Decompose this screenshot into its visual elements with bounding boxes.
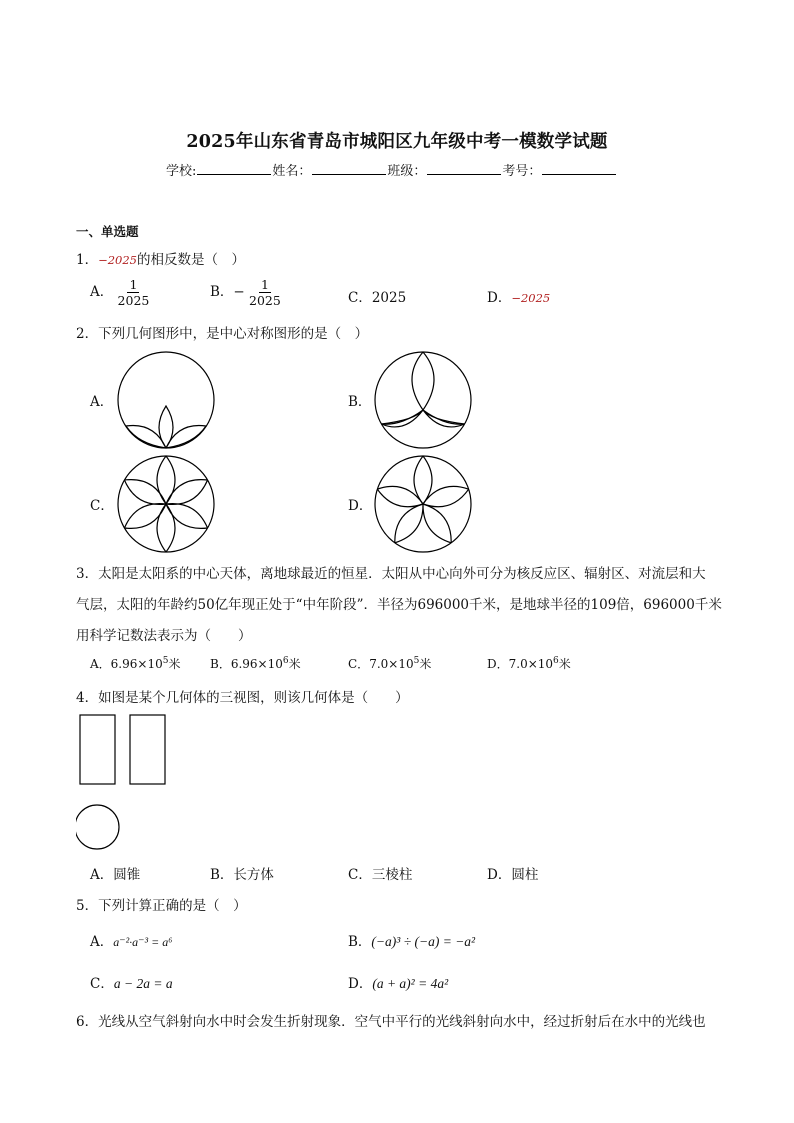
q4-option-c: C．三棱柱 [348,867,413,883]
option-base: 7.0×10 [508,657,554,671]
q3-option-c [348,655,431,672]
option-expression: (−a)³ ÷ (−a) = −a² [371,934,476,949]
exam-no-field[interactable] [542,161,616,175]
option-label: D． [487,657,509,671]
q4-option-a: A．圆锥 [90,867,141,883]
q5-option-b [348,930,475,950]
option-base: 6.96×10 [230,657,283,671]
option-exponent: 6 [282,656,289,666]
side-view-rect [130,715,165,784]
q5-stem: 5．下列计算正确的是（ ） [76,898,247,914]
exam-title: 2025年山东省青岛市城阳区九年级中考一模数学试题 [186,132,608,152]
numerator: 1 [260,277,269,292]
q5-option-d [348,972,448,992]
option-label: B． [210,284,234,300]
fraction [118,277,150,308]
figure-c-six-petals [114,452,218,556]
q3-line-3: 用科学记数法表示为（ ） [76,628,252,644]
exam-no-label: 考号： [502,164,542,179]
fraction [249,277,281,308]
option-label: A． [90,284,114,300]
q3-option-a [90,655,180,672]
three-view-drawing [76,712,168,850]
q4-option-d: D．圆柱 [487,867,539,883]
option-label: B． [348,934,372,950]
front-view-rect [80,715,115,784]
info-line [166,160,617,179]
q2-label-b: B． [348,394,372,410]
class-label: 班级： [387,164,427,179]
option-unit: 米 [558,657,571,671]
option-expression: a − 2a = a [113,976,173,991]
option-text: 2025 [371,290,407,306]
school-label: 学校: [166,164,197,179]
q1-option-a [90,277,149,308]
section-title: 一、单选题 [76,224,139,239]
option-label: D． [487,290,512,306]
q1-number: 1． [76,252,99,268]
option-label: C． [348,657,370,671]
q3-option-d [487,655,571,672]
option-base: 7.0×10 [369,657,414,671]
option-label: A． [90,934,114,950]
option-base: 6.96×10 [110,657,163,671]
q1-option-d [487,286,550,306]
q4-stem: 4．如图是某个几何体的三视图，则该几何体是（ ） [76,690,409,706]
option-label: D． [348,976,373,992]
denominator: 2025 [249,293,281,308]
q4-option-b: B．长方体 [210,867,274,883]
minus-sign: − [233,284,245,300]
option-expression: (a + a)² = 4a² [372,976,449,991]
q3-option-b [210,655,301,672]
q6-line-1: 6．光线从空气斜射向水中时会发生折射现象．空气中平行的光线斜射向水中，经过折射后在水中的光线也 [76,1014,706,1030]
option-exponent: 5 [162,656,169,666]
option-unit: 米 [419,657,432,671]
figure-b-trefoil [371,348,475,452]
q1-value: −2025 [98,253,137,267]
option-text: −2025 [511,291,551,305]
name-label: 姓名： [272,164,312,179]
option-label: B． [210,657,231,671]
q2-stem: 2．下列几何图形中，是中心对称图形的是（ ） [76,326,369,342]
figure-d-five-petals [371,452,475,556]
q2-label-a: A． [90,394,114,410]
q1-text: 的相反数是（ ） [137,252,245,268]
q1-option-c [348,286,406,306]
option-label: C． [348,290,372,306]
q2-label-d: D． [348,498,373,514]
q5-option-c [90,972,173,992]
name-field[interactable] [312,161,386,175]
option-unit: 米 [168,657,181,671]
q5-option-a [90,930,172,950]
option-exponent: 6 [553,656,559,666]
denominator: 2025 [117,293,150,308]
q1-stem [76,248,245,268]
option-label: A． [90,657,111,671]
option-unit: 米 [288,657,301,671]
numerator: 1 [129,277,138,292]
q2-label-c: C． [90,498,114,514]
top-view-circle [76,805,119,849]
option-label: C． [90,976,114,992]
class-field[interactable] [427,161,501,175]
q1-option-b [210,277,281,308]
q3-line-2: 气层，太阳的年龄约50亿年现正处于“中年阶段”．半径为696000千米，是地球半径的109倍，696000千米 [76,597,722,613]
school-field[interactable] [197,161,271,175]
option-exponent: 5 [413,656,420,666]
q3-line-1: 3．太阳是太阳系的中心天体，离地球最近的恒星．太阳从中心向外可分为核反应区、辐射区、对流层和大 [76,566,706,582]
option-expression: a⁻²·a⁻³ = a⁶ [113,935,173,949]
figure-a-three-petals [114,348,218,452]
